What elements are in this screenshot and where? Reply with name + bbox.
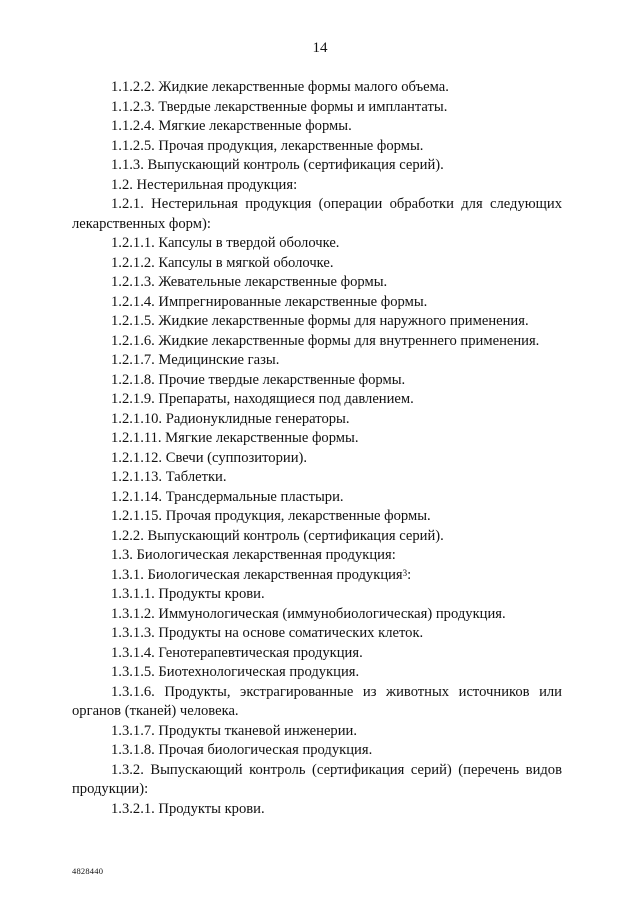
text-line [72,234,562,254]
text-line [72,663,562,683]
text-line [72,488,562,508]
document-body [72,78,562,819]
text-line [72,780,562,800]
document-id: 4828440 [72,866,104,876]
text-line [72,176,562,196]
text-line-content: 1.1.2.5. Прочая продукция, лекарственные формы. [111,137,424,154]
text-line [72,546,562,566]
text-line [72,702,562,722]
text-line [72,683,562,703]
text-line [72,800,562,820]
text-line-content: продукции): [72,781,149,797]
text-line [72,371,562,391]
text-line [72,449,562,469]
page-number: 14 [312,40,328,56]
text-line-content: 1.3.1.6. Продукты, экстрагированные из животных источников или [111,683,562,700]
text-line-content: 1.3.1.2. Иммунологическая (иммунобиологическая) продукция. [111,605,506,622]
text-line-content: 1.3.1.1. Продукты крови. [111,586,265,602]
text-line-content: 1.1.2.4. Мягкие лекарственные формы. [111,118,352,134]
text-line-suffix: : [407,566,412,583]
text-line [72,117,562,137]
text-line [72,605,562,625]
text-line [72,468,562,488]
text-line [72,273,562,293]
text-line-content: 1.2.1.6. Жидкие лекарственные формы для внутреннего применения. [111,332,540,349]
text-line-content: 1.3.1. Биологическая лекарственная продукция [111,566,403,583]
text-line [72,566,562,586]
text-line [72,137,562,157]
text-line-content: 1.2.1.9. Препараты, находящиеся под давлением. [111,391,414,407]
text-line [72,761,562,781]
text-line-content: 1.3.1.7. Продукты тканевой инженерии. [111,722,357,739]
text-line [72,585,562,605]
text-line-content: лекарственных форм): [72,215,211,232]
text-line-content: 1.2.1.7. Медицинские газы. [111,352,280,368]
text-line [72,624,562,644]
text-line [72,527,562,547]
text-line [72,722,562,742]
text-line [72,507,562,527]
text-line-content: 1.2.1.11. Мягкие лекарственные формы. [111,430,359,446]
text-line-content: 1.2. Нестерильная продукция: [111,176,298,193]
text-line-content: 1.2.1.3. Жевательные лекарственные формы. [111,274,388,290]
text-line-content: 1.2.2. Выпускающий контроль (сертификация серий). [111,527,444,544]
text-line-content: 1.1.2.2. Жидкие лекарственные формы малого объема. [111,79,449,95]
text-line [72,254,562,274]
text-line-content: 1.3.1.5. Биотехнологическая продукция. [111,664,360,680]
text-line [72,390,562,410]
text-line [72,410,562,430]
text-line-content: 1.2.1.10. Радионуклидные генераторы. [111,410,350,427]
footnote-marker: 3 [402,567,408,578]
text-line-content: 1.2.1.14. Трансдермальные пластыри. [111,488,344,505]
text-line-content: 1.3.1.8. Прочая биологическая продукция. [111,742,373,758]
text-line-content: органов (тканей) человека. [72,703,239,719]
text-line-content: 1.3.1.3. Продукты на основе соматических клеток. [111,625,424,641]
text-line [72,351,562,371]
text-line-content: 1.3.2. Выпускающий контроль (сертификация серий) (перечень видов [111,761,562,778]
text-line [72,312,562,332]
text-line [72,429,562,449]
text-line-content: 1.2.1.2. Капсулы в мягкой оболочке. [111,254,334,271]
text-line-content: 1.2.1.4. Импрегнированные лекарственные формы. [111,293,428,310]
text-line-content: 1.2.1.8. Прочие твердые лекарственные формы. [111,371,406,388]
text-line-content: 1.2.1.12. Свечи (суппозитории). [111,449,308,466]
text-line-content: 1.1.2.3. Твердые лекарственные формы и имплантаты. [111,98,448,115]
text-line [72,293,562,313]
text-line [72,741,562,761]
text-line-content: 1.2.1.15. Прочая продукция, лекарственные формы. [111,508,431,524]
text-line-content: 1.2.1.13. Таблетки. [111,469,227,485]
text-line [72,78,562,98]
text-line-content: 1.2.1.1. Капсулы в твердой оболочке. [111,235,340,251]
text-line [72,215,562,235]
text-line-content: 1.3.1.4. Генотерапевтическая продукция. [111,644,363,661]
text-line [72,644,562,664]
text-line-content: 1.2.1.5. Жидкие лекарственные формы для наружного применения. [111,313,529,329]
text-line-content: 1.1.3. Выпускающий контроль (сертификация серий). [111,157,444,173]
text-line [72,332,562,352]
text-line [72,98,562,118]
text-line [72,195,562,215]
text-line-content: 1.2.1. Нестерильная продукция (операции обработки для следующих [111,196,562,212]
text-line-content: 1.3. Биологическая лекарственная продукция: [111,547,396,563]
text-line-content: 1.3.2.1. Продукты крови. [111,800,265,817]
text-line [72,156,562,176]
